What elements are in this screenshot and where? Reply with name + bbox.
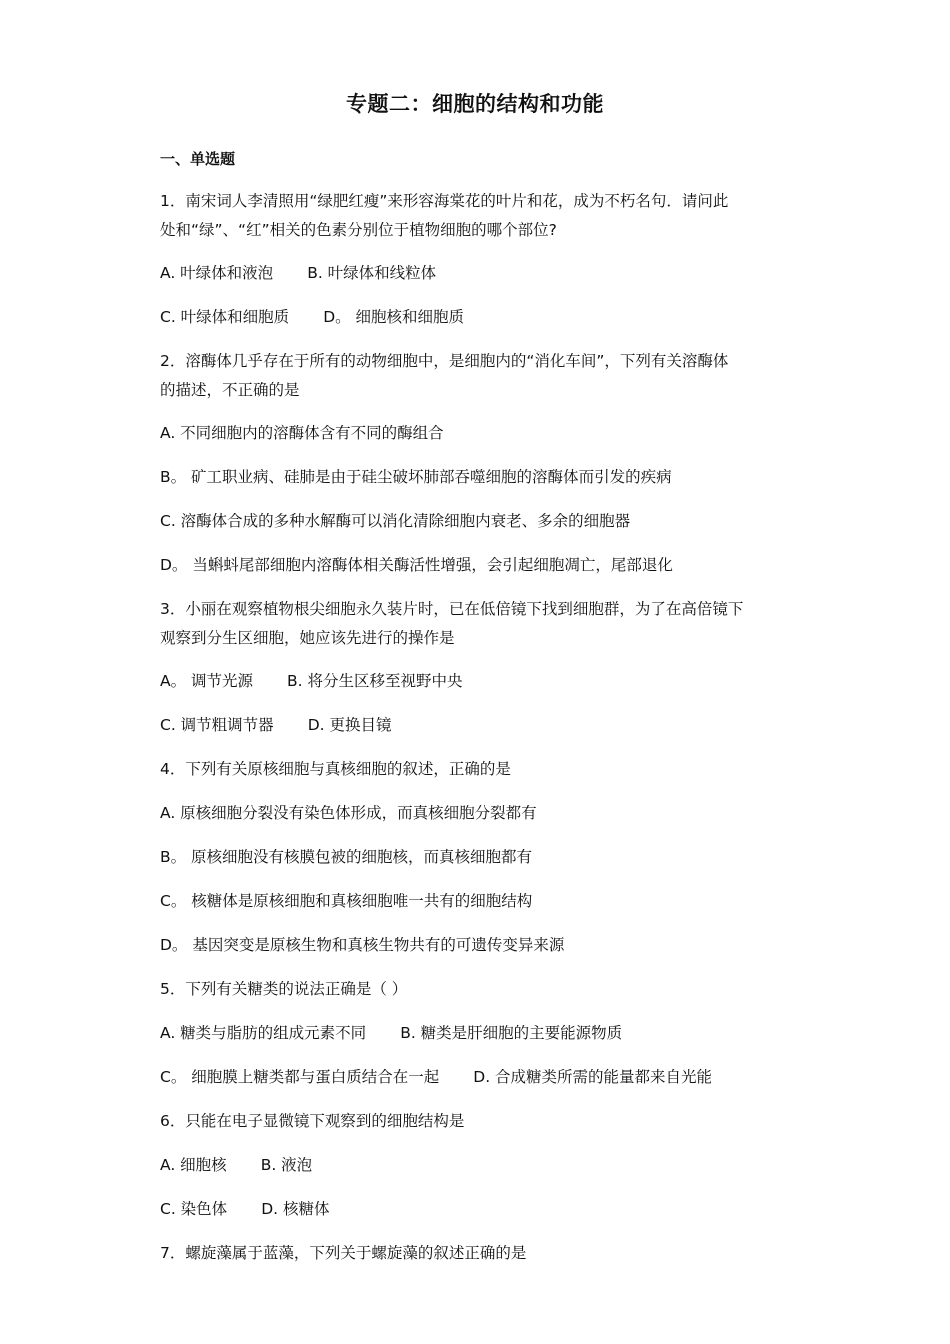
question-5-option-a: A. 糖类与脂肪的组成元素不同 [160, 1024, 367, 1042]
question-1-option-b: B. 叶绿体和线粒体 [307, 264, 437, 282]
question-3-options-ab [160, 671, 463, 691]
question-6-options-ab [160, 1155, 312, 1175]
question-5-option-d: D. 合成糖类所需的能量都来自光能 [473, 1068, 713, 1086]
question-1-option-d: D。 细胞核和细胞质 [323, 308, 465, 326]
page-title: 专题二：细胞的结构和功能 [346, 92, 604, 116]
question-3-option-a: A。 调节光源 [160, 672, 254, 690]
question-6-stem: 6．只能在电子显微镜下观察到的细胞结构是 [160, 1112, 465, 1130]
question-2-stem-line-1: 2．溶酶体几乎存在于所有的动物细胞中，是细胞内的“消化车间”，下列有关溶酶体 [160, 352, 729, 370]
question-2-option-a: A. 不同细胞内的溶酶体含有不同的酶组合 [160, 424, 444, 442]
question-2-option-b: B。 矿工职业病、硅肺是由于硅尘破坏肺部吞噬细胞的溶酶体而引发的疾病 [160, 468, 672, 486]
question-3-option-c: C. 调节粗调节器 [160, 716, 274, 734]
question-5-option-b: B. 糖类是肝细胞的主要能源物质 [400, 1024, 623, 1042]
question-6-option-b: B. 液泡 [260, 1156, 313, 1174]
question-1-stem-line-2: 处和“绿”、“红”相关的色素分别位于植物细胞的哪个部位? [160, 221, 557, 239]
question-5-options-cd [160, 1067, 712, 1087]
question-6-option-a: A. 细胞核 [160, 1156, 227, 1174]
question-5-options-ab [160, 1023, 622, 1043]
question-6-options-cd [160, 1199, 329, 1219]
section-heading: 一、单选题 [160, 150, 236, 168]
question-5-option-c: C。 细胞膜上糖类都与蛋白质结合在一起 [160, 1068, 440, 1086]
question-1-options-cd [160, 307, 464, 327]
question-2-stem-line-2: 的描述，不正确的是 [160, 381, 300, 399]
question-3-option-b: B. 将分生区移至视野中央 [287, 672, 463, 690]
question-4-option-a: A. 原核细胞分裂没有染色体形成，而真核细胞分裂都有 [160, 804, 537, 822]
question-4-option-b: B。 原核细胞没有核膜包被的细胞核，而真核细胞都有 [160, 848, 533, 866]
question-2-option-d: D。 当蝌蚪尾部细胞内溶酶体相关酶活性增强，会引起细胞凋亡，尾部退化 [160, 556, 673, 574]
question-3-stem-line-1: 3．小丽在观察植物根尖细胞永久装片时，已在低倍镜下找到细胞群，为了在高倍镜下 [160, 600, 744, 618]
question-4-stem: 4．下列有关原核细胞与真核细胞的叙述，正确的是 [160, 760, 511, 778]
question-3-option-d: D. 更换目镜 [307, 716, 392, 734]
question-1-options-ab [160, 263, 436, 283]
question-6-option-d: D. 核糖体 [261, 1200, 330, 1218]
question-2-option-c: C. 溶酶体合成的多种水解酶可以消化清除细胞内衰老、多余的细胞器 [160, 512, 631, 530]
question-1-option-c: C. 叶绿体和细胞质 [160, 308, 290, 326]
question-7-stem: 7．螺旋藻属于蓝藻，下列关于螺旋藻的叙述正确的是 [160, 1244, 527, 1262]
question-1-option-a: A. 叶绿体和液泡 [160, 264, 274, 282]
question-3-stem-line-2: 观察到分生区细胞，她应该先进行的操作是 [160, 629, 455, 647]
question-6-option-c: C. 染色体 [160, 1200, 228, 1218]
question-4-option-d: D。 基因突变是原核生物和真核生物共有的可遗传变异来源 [160, 936, 565, 954]
question-3-options-cd [160, 715, 391, 735]
question-1-stem-line-1: 1．南宋词人李清照用“绿肥红瘦”来形容海棠花的叶片和花，成为不朽名句．请问此 [160, 192, 729, 210]
question-4-option-c: C。 核糖体是原核细胞和真核细胞唯一共有的细胞结构 [160, 892, 533, 910]
question-5-stem: 5．下列有关糖类的说法正确是（ ） [160, 980, 408, 998]
